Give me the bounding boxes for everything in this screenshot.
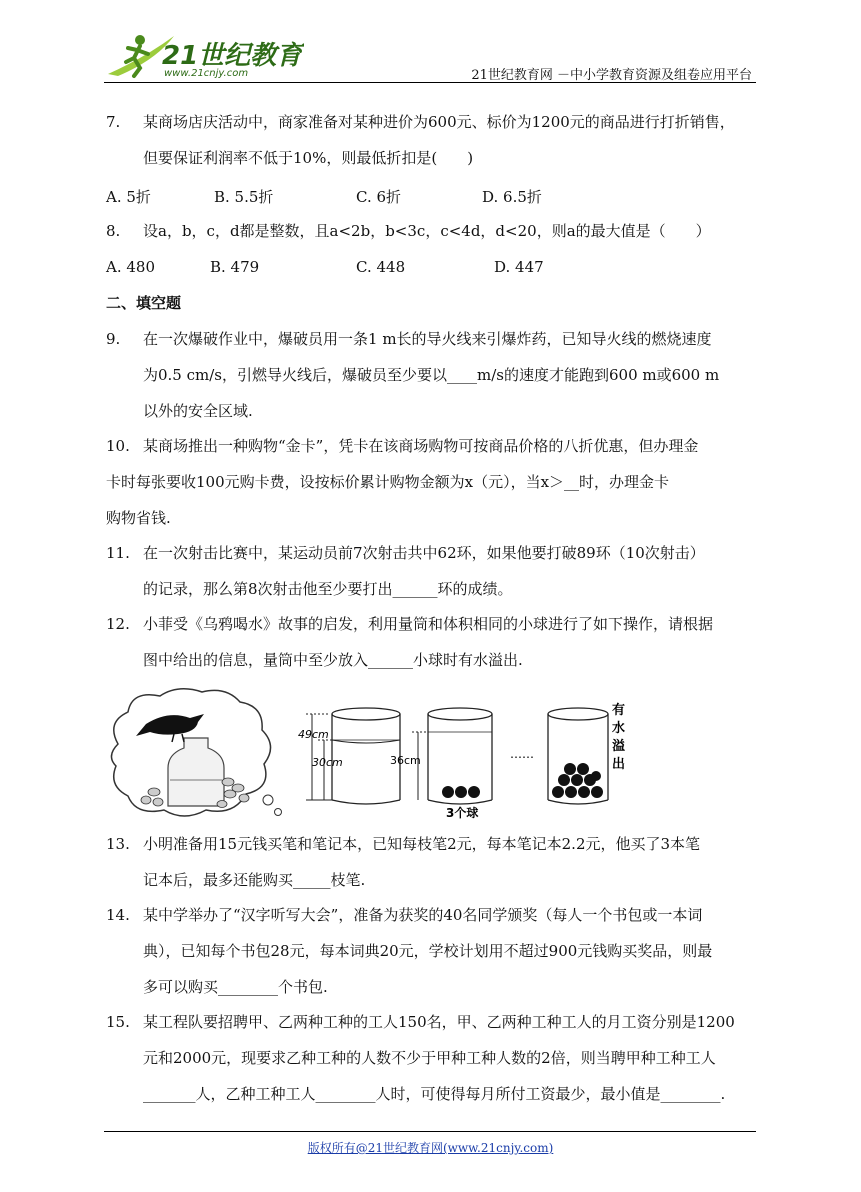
option-a[interactable]: A. 5折 [106, 188, 151, 206]
question-number: 10. [106, 437, 130, 455]
question-number: 11. [106, 544, 130, 562]
option-d[interactable]: D. 6.5折 [482, 188, 542, 206]
question-text: 以外的安全区域. [143, 402, 253, 420]
question-text: _______人，乙种工种工人________人时，可使得每月所付工资最少，最小值是________. [143, 1085, 726, 1103]
option-d[interactable]: D. 447 [494, 258, 544, 276]
question-text: 某中学举办了“汉字听写大会”，准备为获奖的40名同学颁奖（每人一个书包或一本词 [143, 906, 703, 924]
section-heading: 二、填空题 [106, 294, 182, 312]
question-text: 某商场推出一种购物“金卡”，凭卡在该商场购物可按商品价格的八折优惠，但办理金 [143, 437, 699, 455]
question-text: 典），已知每个书包28元，每本词典20元，学校计划用不超过900元钱购买奖品，则最 [143, 942, 713, 960]
overflow-label [612, 702, 625, 772]
question-number: 12. [106, 615, 130, 633]
question-number: 15. [106, 1013, 130, 1031]
question-text: 卡时每张要收100元购卡费，设按标价累计购物金额为x（元），当x＞__时，办理金卡 [106, 473, 670, 491]
site-title: 21世纪教育网 －中小学教育资源及组卷应用平台 [471, 68, 752, 83]
question-text: 在一次爆破作业中，爆破员用一条1 m长的导火线来引爆炸药，已知导火线的燃烧速度 [143, 330, 712, 348]
svg-text:溢: 溢 [612, 739, 626, 754]
balls-icon [442, 786, 480, 798]
question-text: 但要保证利润率不低于10%，则最低折扣是( ) [143, 149, 474, 167]
question-text: 为0.5 cm/s，引燃导火线后，爆破员至少要以____m/s的速度才能跑到600 m或600 m [143, 366, 720, 384]
question-text: 小菲受《乌鸦喝水》故事的启发，利用量筒和体积相同的小球进行了如下操作，请根据 [143, 615, 714, 633]
svg-text:水: 水 [612, 721, 626, 736]
svg-text:21世纪教育: 21世纪教育 [162, 41, 303, 71]
option-c[interactable]: C. 448 [356, 258, 406, 276]
site-logo[interactable] [104, 28, 304, 80]
svg-text:……: …… [510, 747, 534, 761]
svg-text:49cm: 49cm [298, 728, 329, 741]
option-c[interactable]: C. 6折 [356, 188, 402, 206]
question-text: 购物省钱. [106, 509, 171, 527]
question-number: 9. [106, 330, 121, 348]
footer-divider [104, 1131, 756, 1132]
question-text: 图中给出的信息，量筒中至少放入______小球时有水溢出. [143, 651, 523, 669]
question-number: 8. [106, 222, 121, 240]
page-header [104, 28, 756, 84]
svg-text:36cm: 36cm [390, 754, 421, 767]
question-text: 元和2000元，现要求乙种工种的人数不少于甲种工种人数的2倍，则当聘甲种工种工人 [143, 1049, 716, 1067]
svg-text:3个球: 3个球 [446, 806, 479, 820]
option-b[interactable]: B. 479 [210, 258, 260, 276]
question-text: 记本后，最多还能购买_____枝笔. [143, 871, 366, 889]
question-text: 某商场店庆活动中，商家准备对某种进价为600元、标价为1200元的商品进行打折销售， [143, 113, 735, 131]
svg-text:30cm: 30cm [312, 756, 343, 769]
question-text: 某工程队要招聘甲、乙两种工种的工人150名，甲、乙两种工种工人的月工资分别是1200 [143, 1013, 735, 1031]
measuring-cylinder-figure [106, 684, 626, 820]
many-balls-icon [552, 763, 603, 798]
option-a[interactable]: A. 480 [106, 258, 155, 276]
question-number: 14. [106, 906, 130, 924]
runner-logo-icon [104, 28, 304, 80]
crow-water-illustration [106, 684, 626, 820]
svg-text:有: 有 [612, 703, 626, 718]
question-text: 设a，b，c，d都是整数，且a<2b，b<3c，c<4d，d<20，则a的最大值是（ ） [143, 222, 711, 240]
question-number: 7. [106, 113, 121, 131]
option-b[interactable]: B. 5.5折 [214, 188, 274, 206]
question-text: 在一次射击比赛中，某运动员前7次射击共中62环，如果他要打破89环（10次射击） [143, 544, 705, 562]
copyright-link[interactable]: 版权所有@21世纪教育网(www.21cnjy.com) [307, 1141, 554, 1155]
question-text: 多可以购买________个书包. [143, 978, 328, 996]
svg-text:出: 出 [612, 757, 626, 772]
question-text: 小明准备用15元钱买笔和笔记本，已知每枝笔2元，每本笔记本2.2元，他买了3本笔 [143, 835, 701, 853]
question-text: 的记录，那么第8次射击他至少要打出______环的成绩。 [143, 580, 513, 598]
question-number: 13. [106, 835, 130, 853]
header-divider [104, 82, 756, 83]
svg-text:www.21cnjy.com: www.21cnjy.com [164, 68, 249, 79]
